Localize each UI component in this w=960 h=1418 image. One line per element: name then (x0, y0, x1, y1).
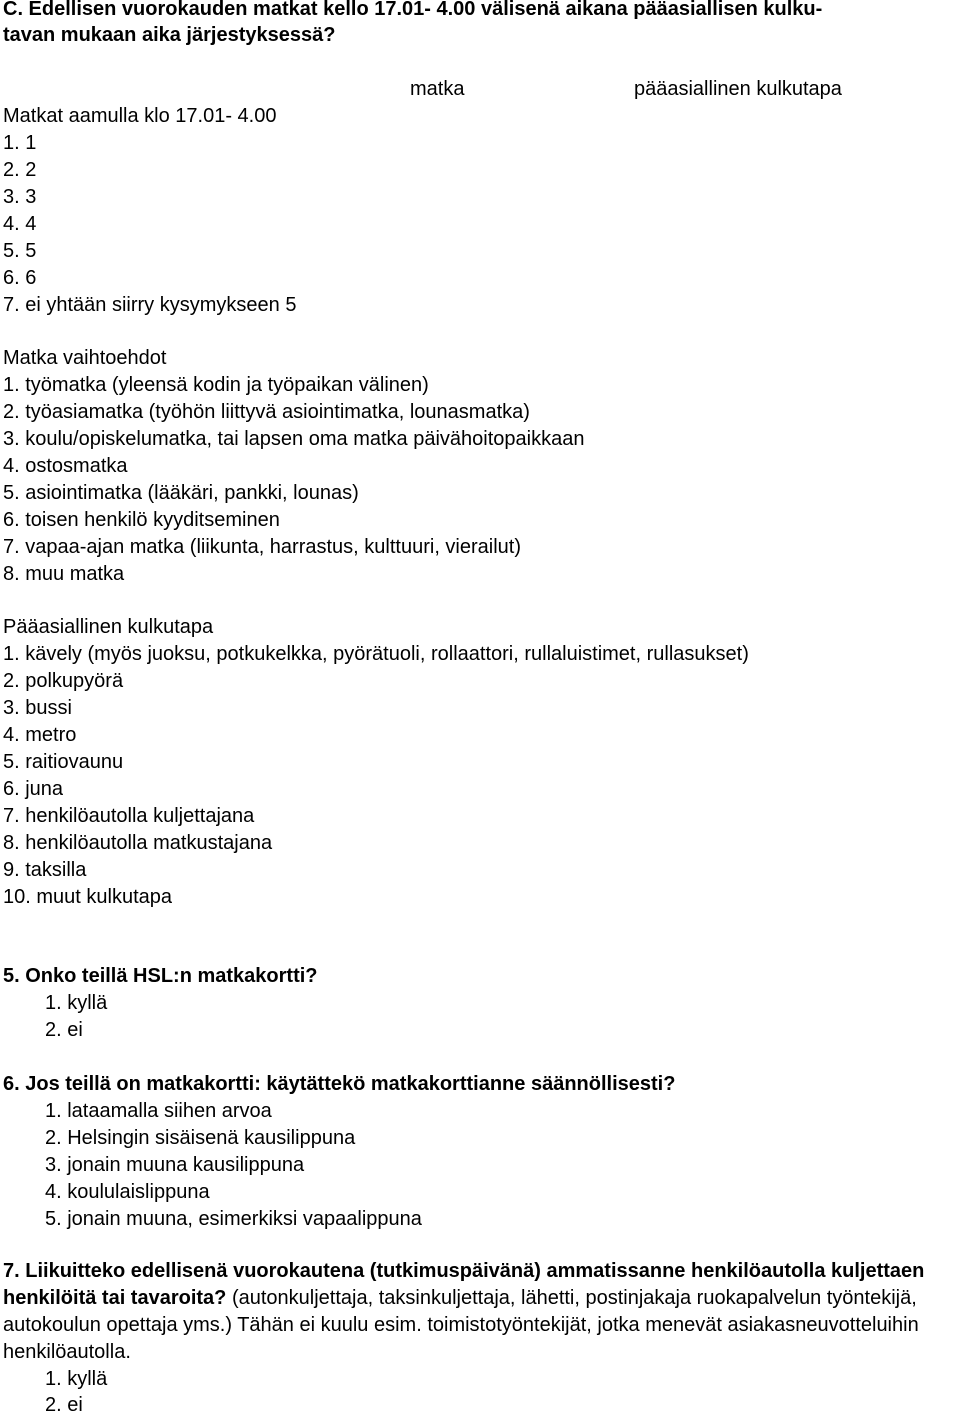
section-c-heading-line2: tavan mukaan aika järjestyksessä? (3, 24, 336, 46)
q7-option: 2. ei (45, 1394, 83, 1416)
trip-item: 7. ei yhtään siirry kysymykseen 5 (3, 294, 297, 316)
mode-option: 6. juna (3, 778, 64, 800)
question-7-bold: 7. Liikuitteko edellisenä vuorokautena (tutkimuspäivänä) ammatissanne henkilöautolla kuljettaen henkilöitä tai tavaroita? (3, 1260, 925, 1309)
mode-option: 9. taksilla (3, 859, 87, 881)
q6-option: 4. koululaislippuna (45, 1181, 210, 1203)
trip-item: 4. 4 (3, 213, 37, 235)
mode-option: 8. henkilöautolla matkustajana (3, 832, 273, 854)
question-5: 5. Onko teillä HSL:n matkakortti? (3, 965, 318, 987)
trip-option: 1. työmatka (yleensä kodin ja työpaikan välinen) (3, 374, 429, 396)
trip-item: 3. 3 (3, 186, 37, 208)
trip-option: 4. ostosmatka (3, 455, 128, 477)
question-7-note: (autonkuljettaja, taksinkuljettaja, lähetti, postinjakaja ruokapalvelun työntekijä, autokoulun opettaja yms.) Tähän ei kuulu esim. toimistotyöntekijät, jotka menevät asiakasneuvotteluihin henkilöautolla. (3, 1287, 919, 1363)
trip-item: 1. 1 (3, 132, 37, 154)
q7-option: 1. kyllä (45, 1368, 108, 1390)
trips-label: Matkat aamulla klo 17.01- 4.00 (3, 105, 277, 127)
mode-option: 4. metro (3, 724, 77, 746)
mode-option: 10. muut kulkutapa (3, 886, 172, 908)
q6-option: 1. lataamalla siihen arvoa (45, 1100, 272, 1122)
section-c-heading-line1: C. Edellisen vuorokauden matkat kello 17.01- 4.00 välisenä aikana pääasiallisen kulku- (3, 0, 823, 20)
mode-option: 5. raitiovaunu (3, 751, 124, 773)
trip-item: 2. 2 (3, 159, 37, 181)
trip-option: 7. vapaa-ajan matka (liikunta, harrastus, kulttuuri, vierailut) (3, 536, 522, 558)
q6-option: 2. Helsingin sisäisenä kausilippuna (45, 1127, 356, 1149)
q5-option: 1. kyllä (45, 992, 108, 1014)
mode-option: 7. henkilöautolla kuljettajana (3, 805, 255, 827)
mode-option: 2. polkupyörä (3, 670, 124, 692)
mode-option: 1. kävely (myös juoksu, potkukelkka, pyörätuoli, rollaattori, rullaluistimet, rullasukset) (3, 643, 749, 665)
question-7 (3, 1258, 960, 1366)
q6-option: 5. jonain muuna, esimerkiksi vapaalippuna (45, 1208, 422, 1230)
trip-item: 6. 6 (3, 267, 37, 289)
trip-option: 5. asiointimatka (lääkäri, pankki, lounas) (3, 482, 359, 504)
trip-option: 2. työasiamatka (työhön liittyvä asiointimatka, lounasmatka) (3, 401, 530, 423)
trip-option: 6. toisen henkilö kyyditseminen (3, 509, 280, 531)
q5-option: 2. ei (45, 1019, 83, 1041)
trip-options-title: Matka vaihtoehdot (3, 347, 167, 369)
trip-option: 8. muu matka (3, 563, 125, 585)
trip-item: 5. 5 (3, 240, 37, 262)
column-header-mode: pääasiallinen kulkutapa (634, 78, 842, 100)
trip-option: 3. koulu/opiskelumatka, tai lapsen oma matka päivähoitopaikkaan (3, 428, 585, 450)
question-6: 6. Jos teillä on matkakortti: käytättekö matkakorttianne säännöllisesti? (3, 1073, 676, 1095)
q6-option: 3. jonain muuna kausilippuna (45, 1154, 305, 1176)
column-header-trip: matka (410, 78, 465, 100)
mode-title: Pääasiallinen kulkutapa (3, 616, 214, 638)
mode-option: 3. bussi (3, 697, 72, 719)
